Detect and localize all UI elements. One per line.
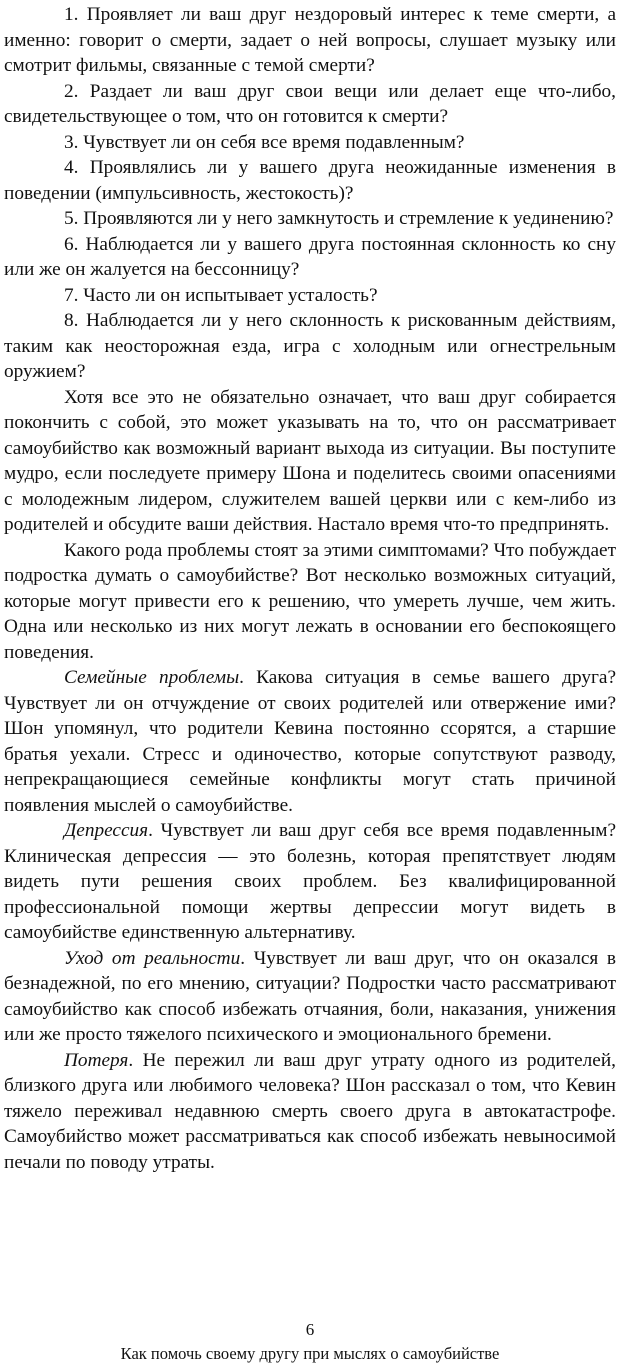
section-heading: Потеря — [64, 1049, 129, 1071]
question-8: 8. Наблюдается ли у него склонность к рискованным действиям, таким как неосторожная езда, игра с холодным или огнестрельным оружием? — [4, 310, 616, 382]
section-heading: Депрессия — [64, 820, 149, 841]
question-6: 6. Наблюдается ли у вашего друга постоянная склонность ко сну или же он жалуется на бессонницу? — [4, 233, 616, 280]
section-text: . Не пережил ли ваш друг утрату одного из родителей, близкого друга или любимого человека? Шон рассказал о том, что Кевин тяжело переживал недавнюю смерть своего друга в автокатастрофе. Самоубийство может рассматриваться как способ избежать невыносимой печали по поводу утраты. — [4, 1049, 616, 1173]
paragraph-causes: Какого рода проблемы стоят за этими симптомами? Что побуждает подростка думать о самоубийстве? Вот несколько возможных ситуаций, которые могут привести его к решению, что умереть лучше, чем жить. Одна или несколько из них могут лежать в основании его беспокоящего поведения. — [4, 539, 616, 663]
page-number: 6 — [305, 1320, 315, 1339]
question-4: 4. Проявлялись ли у вашего друга неожиданные изменения в поведении (импульсивность, жестокость)? — [4, 157, 616, 204]
question-1: 1. Проявляет ли ваш друг нездоровый интерес к теме смерти, а именно: говорит о смерти, задает о ней вопросы, слушает музыку или смотрит фильмы, связанные с темой смерти? — [4, 4, 616, 76]
section-family — [4, 665, 616, 818]
section-heading: Уход от реальности — [64, 947, 241, 969]
section-loss — [4, 1048, 616, 1176]
question-5: 5. Проявляются ли у него замкнутость и стремление к уединению? — [64, 208, 614, 229]
section-text: . Чувствует ли ваш друг, что он оказался в безнадежной, по его мнению, ситуации? Подростки часто рассматривают самоубийство как способ избежать отчаяния, боли, наказания, унижения или же просто тяжелого психического и эмоционального бремени. — [4, 947, 617, 1045]
question-2: 2. Раздает ли ваш друг свои вещи или делает еще что-либо, свидетельствующее о том, что он готовится к смерти? — [4, 80, 616, 127]
paragraph-warning: Хотя все это не обязательно означает, что ваш друг собирается покончить с собой, это может указывать на то, что он рассматривает самоубийство как возможный вариант выхода из ситуации. Вы поступите мудро, если последуете примеру Шона и поделитесь своими опасениями с молодежным лидером, служителем вашей церкви или с кем-либо из родителей и обсудите ваши действия. Настало время что-то предпринять. — [4, 386, 616, 535]
section-escape — [4, 946, 616, 1048]
section-depression — [4, 818, 616, 946]
section-text: . Какова ситуация в семье вашего друга? Чувствует ли он отчуждение от своих родителей или отвержение ими? Шон упомянул, что родители Кевина постоянно ссорятся, а старшие братья уехали. Стресс и одиночество, которые сопутствуют разводу, непрекращающиеся семейные конфликты могут стать причиной появления мыслей о самоубийстве. — [4, 667, 616, 816]
question-7: 7. Часто ли он испытывает усталость? — [64, 284, 378, 306]
section-heading: Семейные проблемы — [64, 667, 240, 688]
section-text: . Чувствует ли ваш друг себя все время подавленным? Клиническая депрессия — это болезнь, которая препятствует людям видеть пути решения своих проблем. Без квалифицированной профессиональной помощи жертвы депрессии могут видеть в самоубийстве единственную альтернативу. — [4, 820, 616, 943]
running-footer: Как помочь своему другу при мыслях о самоубийстве — [120, 1344, 500, 1363]
body-text — [4, 2, 616, 1175]
question-3: 3. Чувствует ли он себя все время подавленным? — [64, 131, 465, 153]
